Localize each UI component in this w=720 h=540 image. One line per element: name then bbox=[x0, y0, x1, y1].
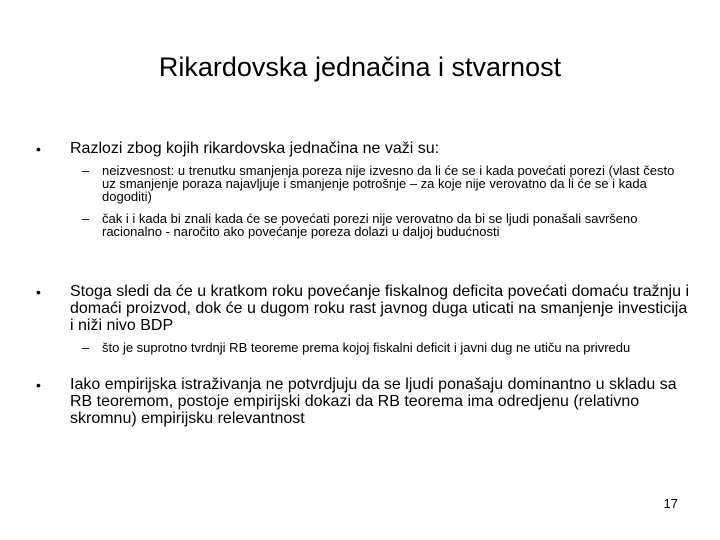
bullet-text: Razlozi zbog kojih rikardovska jednačina ne važi su: bbox=[70, 140, 440, 157]
bullet-text: Iako empirijska istraživanja ne potvrdjuju da se ljudi ponašaju dominantno u skladu sa RB teoremom, postoje empirijski dokazi da RB teorema ima odredjenu (relativno skromnu) empirijsku relevantnost bbox=[70, 376, 677, 427]
bullet-text: Stoga sledi da će u kratkom roku povećanje fiskalnog deficita povećati domaću tražnju i domaći proizvod, dok će u dugom roku rast javnog duga uticati na smanjenje investicija i niži nivo BDP bbox=[70, 283, 690, 334]
sub-item-text: neizvesnost: u trenutku smanjenja poreza nije izvesno da li će se i kada povećati porezi (vlast često uz smanjenje poraza najavljuje i smanjenje potrošnje – za koje nije verovatno da li će se i kada dogoditi) bbox=[102, 163, 675, 204]
bullet-marker: • bbox=[36, 284, 41, 300]
sub-item-marker: – bbox=[82, 211, 90, 226]
page-number: 17 bbox=[663, 496, 678, 511]
sub-item-text: čak i i kada bi znali kada će se povećati porezi nije verovatno da bi se ljudi ponašali savršeno racionalno - naročito ako povećanje poreza dolazi u daljoj budućnosti bbox=[102, 211, 638, 239]
sub-item-text: što je suprotno tvrdnji RB teoreme prema kojoj fiskalni deficit i javni dug ne utiču na privredu bbox=[102, 340, 631, 355]
sub-item-marker: – bbox=[82, 340, 90, 355]
sub-item-marker: – bbox=[82, 163, 90, 178]
bullet-marker: • bbox=[36, 141, 41, 157]
slide-title: Rikardovska jednačina i stvarnost bbox=[158, 52, 562, 82]
bullet-marker: • bbox=[36, 377, 41, 393]
